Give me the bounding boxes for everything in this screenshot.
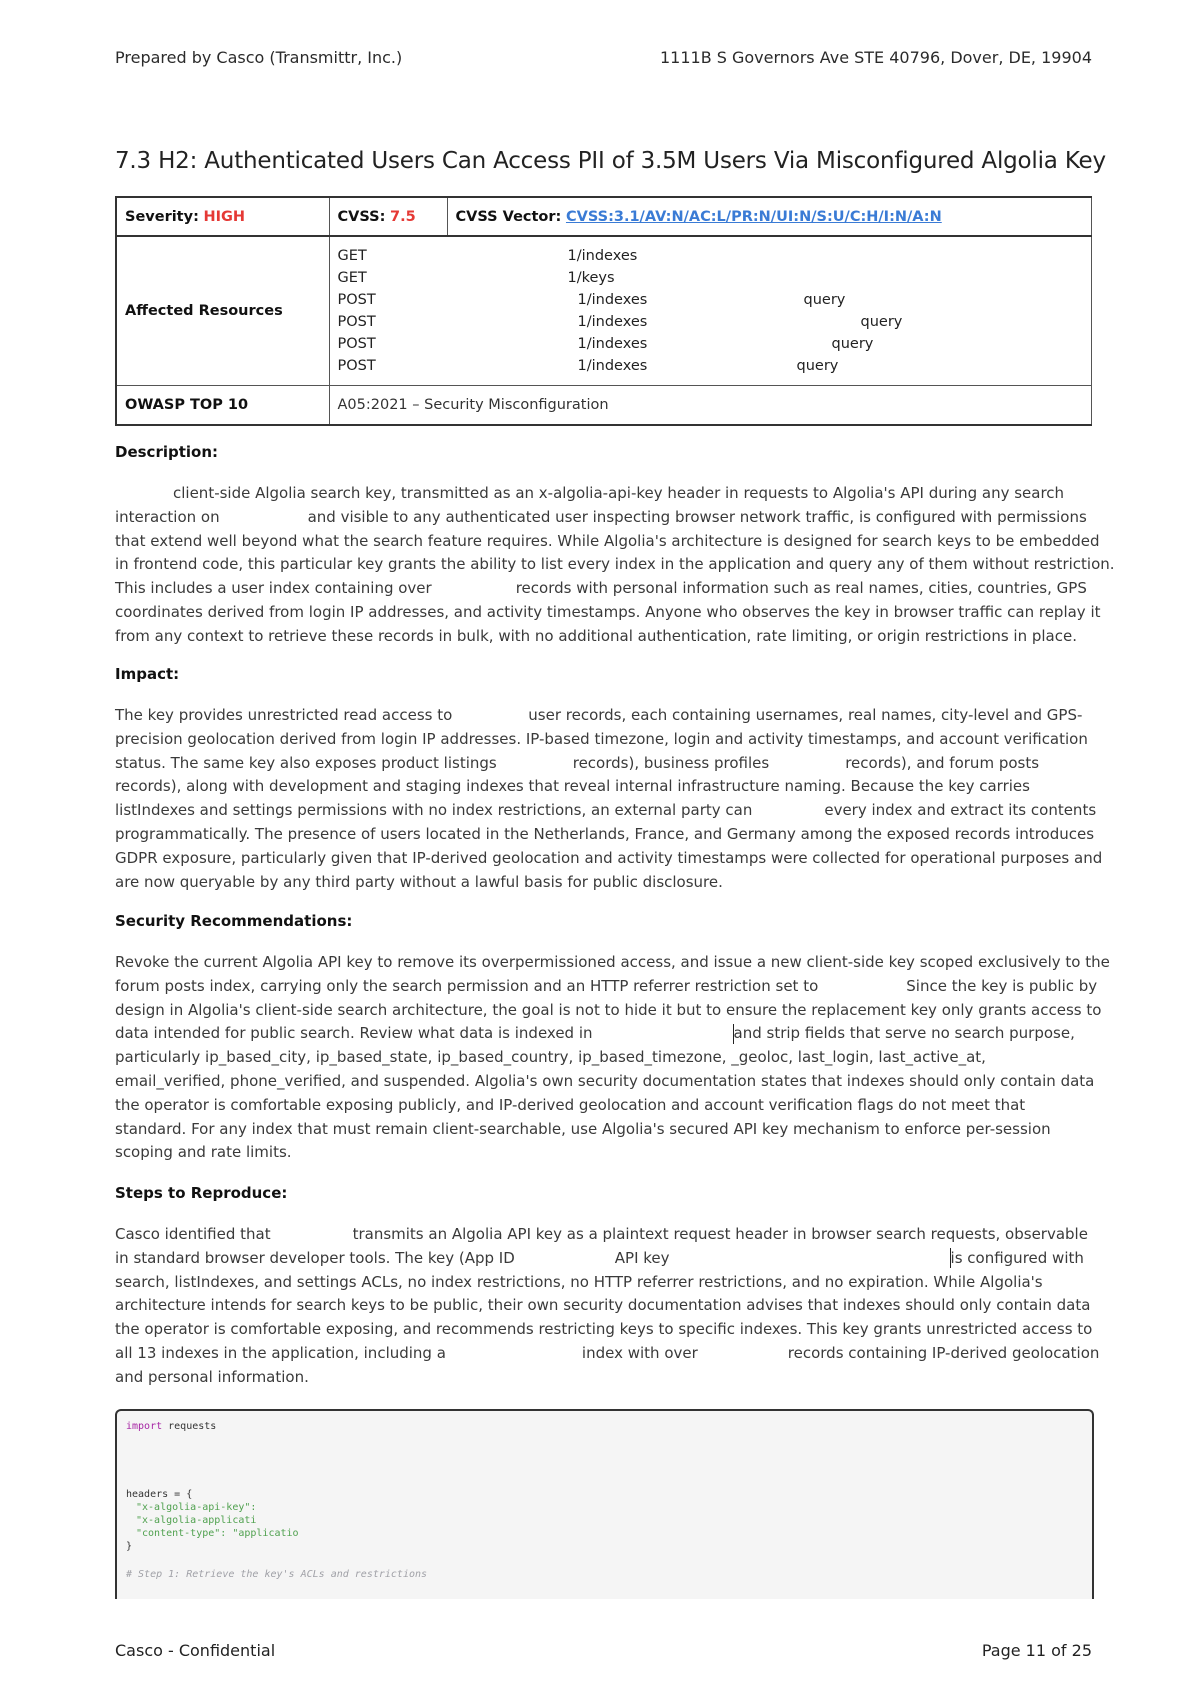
owasp-value: A05:2021 – Security Misconfiguration [329,386,1092,426]
resource-row [338,245,1084,267]
code-line: "content-type": "applicatio [136,1528,299,1539]
steps-text [115,1223,1100,1390]
impact-text [115,704,1103,894]
finding-meta-table [115,196,1092,426]
cvss-vector-cell [447,197,1092,236]
text-line: in standard browser developer tools. The key (App ID API key is configured with [115,1248,1084,1267]
resource-method: GET [337,270,367,286]
text-line: architecture intends for search keys to be public, their own security documentation advises that indexes should only contain data [115,1296,1091,1315]
text-line: in frontend code, this particular key grants the ability to list every index in the application and query any of them without restriction. [115,555,1115,574]
resource-path: 1/indexes [567,248,638,264]
resource-extra: query [831,336,874,352]
cvss-cell [329,197,447,236]
recommendations-heading: Security Recommendations: [115,912,353,930]
text-line: email_verified, phone_verified, and suspended. Algolia's own security documentation states that indexes should only contain data [115,1071,1095,1090]
affected-resources-list [329,236,1092,386]
text-line: client-side Algolia search key, transmitted as an x-algolia-api-key header in requests to Algolia's API during any search [173,484,1065,502]
resource-method: POST [337,358,376,374]
text-line: the operator is comfortable exposing publicly, and IP-derived geolocation and account verification flags do not meet that [115,1095,1026,1114]
resource-method: POST [337,336,376,352]
text-line: Revoke the current Algolia API key to remove its overpermissioned access, and issue a new client-side key scoped exclusively to the [115,953,1110,971]
owasp-label: OWASP TOP 10 [116,386,329,426]
resource-method: POST [337,314,376,330]
text-line: programmatically. The presence of users located in the Netherlands, France, and Germany among the exposed records introduces [115,824,1095,843]
resource-path: 1/indexes [577,314,648,330]
text-line: Casco identified that transmits an Algolia API key as a plaintext request header in browser search requests, observable [115,1225,1088,1243]
text-line: This includes a user index containing over records with personal information such as real names, cities, countries, GPS [115,579,1087,598]
resource-row [338,333,1084,355]
cvss-vector-label: CVSS Vector: [455,208,562,225]
resource-extra: query [796,358,839,374]
resource-row [338,267,1084,289]
resource-path: 1/indexes [577,336,648,352]
resource-extra: query [803,292,846,308]
severity-cell [116,197,329,236]
cvss-label: CVSS: [337,208,386,225]
text-line: all 13 indexes in the application, including a index with over records containing IP-derived geolocation [115,1343,1100,1362]
text-line: that extend well beyond what the search feature requires. While Algolia's architecture is designed for search keys to be embedded [115,531,1100,550]
steps-heading: Steps to Reproduce: [115,1184,288,1202]
cvss-value: 7.5 [390,208,416,225]
text-line: listIndexes and settings permissions with no index restrictions, an external party can every index and extract its contents [115,801,1097,820]
text-line: are now queryable by any third party without a lawful basis for public disclosure. [115,872,723,891]
resource-row [338,311,1084,333]
footer-page-number: Page 11 of 25 [981,1641,1092,1660]
severity-label: Severity: [125,208,199,225]
impact-heading: Impact: [115,665,180,683]
text-line: coordinates derived from login IP addresses, and activity timestamps. Anyone who observes the key in browser traffic can replay it [115,602,1101,621]
text-line: interaction on and visible to any authenticated user inspecting browser network traffic, is configured with permissions [115,507,1087,526]
affected-resources-label: Affected Resources [116,236,329,386]
code-comment: # Step 1: Retrieve the key's ACLs and restrictions [126,1569,428,1580]
code-line: headers = { [126,1489,193,1500]
description-text [115,482,1115,649]
resource-row [338,289,1084,311]
header-company: Prepared by Casco (Transmittr, Inc.) [115,48,403,67]
code-line: "x-algolia-api-key": [136,1502,257,1513]
severity-value: HIGH [203,208,246,225]
text-line: forum posts index, carrying only the search permission and an HTTP referrer restriction set to Since the key is public by [115,976,1098,995]
resource-path: 1/indexes [577,358,648,374]
text-line: the operator is comfortable exposing, and recommends restricting keys to specific indexes. This key grants unrestricted access to [115,1320,1093,1339]
footer-confidential: Casco - Confidential [115,1641,276,1660]
resource-path: 1/keys [567,270,615,286]
text-line: standard. For any index that must remain client-searchable, use Algolia's secured API key mechanism to enforce per-session [115,1119,1051,1138]
text-line: status. The same key also exposes product listings records), business profiles records), and forum posts [115,753,1040,772]
resource-extra: query [860,314,903,330]
text-line: The key provides unrestricted read access to user records, each containing usernames, real names, city-level and GPS- [115,706,1083,724]
text-line: from any context to retrieve these records in bulk, with no additional authentication, rate limiting, or origin restrictions in place. [115,626,1077,645]
code-line: "x-algolia-applicati [136,1515,257,1526]
text-line: precision geolocation derived from login IP addresses. IP-based timezone, login and activity timestamps, and account verification [115,729,1088,748]
header-address: 1111B S Governors Ave STE 40796, Dover, DE, 19904 [659,48,1092,67]
resource-row [338,355,1084,377]
description-heading: Description: [115,443,219,461]
resource-method: POST [337,292,376,308]
text-line: data intended for public search. Review what data is indexed in and strip fields that serve no search purpose, [115,1024,1075,1043]
text-line: and personal information. [115,1367,309,1386]
text-line: search, listIndexes, and settings ACLs, no index restrictions, no HTTP referrer restrictions, and no expiration. While Algolia's [115,1272,1043,1291]
text-line: scoping and rate limits. [115,1143,292,1162]
text-line: particularly ip_based_city, ip_based_state, ip_based_country, ip_based_timezone, _geoloc, last_login, last_active_at, [115,1048,986,1067]
recommendations-text [115,951,1110,1165]
finding-title: 7.3 H2: Authenticated Users Can Access PII of 3.5M Users Via Misconfigured Algolia Key [115,148,1106,174]
text-line: records), along with development and staging indexes that reveal internal infrastructure naming. Because the key carries [115,777,1030,796]
code-line: import requests [126,1421,217,1432]
code-block [115,1409,1094,1599]
code-line: } [126,1541,133,1552]
text-line: GDPR exposure, particularly given that IP-derived geolocation and activity timestamps were collected for operational purposes and [115,848,1103,867]
cvss-vector-link[interactable]: CVSS:3.1/AV:N/AC:L/PR:N/UI:N/S:U/C:H/I:N/A:N [565,208,942,225]
text-line: design in Algolia's client-side search architecture, the goal is not to hide it but to ensure the replacement key only grants access to [115,1000,1102,1019]
resource-method: GET [337,248,367,264]
resource-path: 1/indexes [577,292,648,308]
